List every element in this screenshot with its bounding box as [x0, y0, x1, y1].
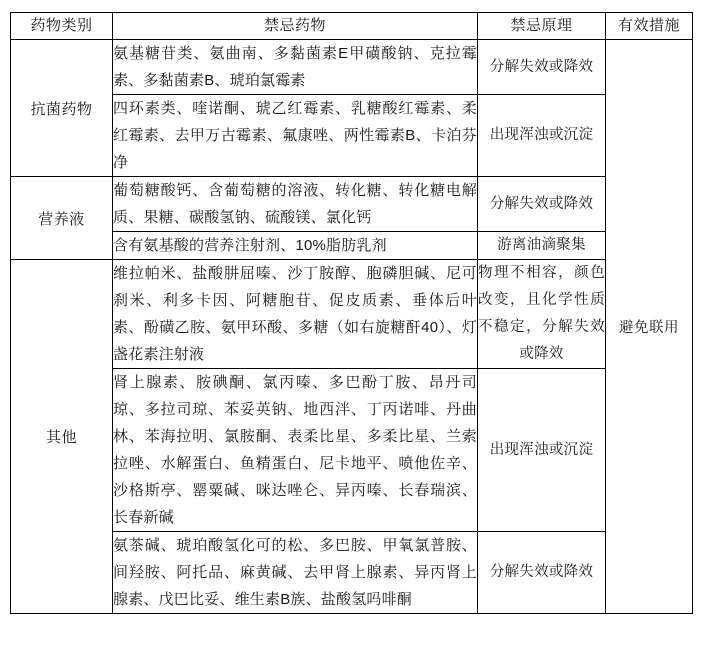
table-row: [11, 232, 693, 260]
table-header-row: [11, 13, 693, 40]
table-row: [11, 532, 693, 614]
category-cell-nutrient-solution: 营养液: [11, 177, 113, 260]
table-row: [11, 40, 693, 95]
reason-cell: 出现浑浊或沉淀: [478, 95, 606, 177]
column-header-drugs: 禁忌药物: [113, 13, 478, 40]
table-row: [11, 95, 693, 177]
column-header-reason: 禁忌原理: [478, 13, 606, 40]
reason-cell: 物理不相容，颜色改变，且化学性质不稳定，分解失效或降效: [478, 260, 606, 369]
table-row: [11, 177, 693, 232]
drugs-cell: 四环素类、喹诺酮、琥乙红霉素、乳糖酸红霉素、柔红霉素、去甲万古霉素、氟康唑、两性霉素B、卡泊芬净: [113, 95, 478, 177]
drugs-cell: 葡萄糖酸钙、含葡萄糖的溶液、转化糖、转化糖电解质、果糖、碳酸氢钠、硫酸镁、氯化钙: [113, 177, 478, 232]
drugs-cell: 含有氨基酸的营养注射剂、10%脂肪乳剂: [113, 232, 478, 260]
reason-cell: 出现浑浊或沉淀: [478, 369, 606, 532]
table-row: [11, 260, 693, 369]
table-row: [11, 369, 693, 532]
reason-cell: 游离油滴聚集: [478, 232, 606, 260]
reason-cell: 分解失效或降效: [478, 532, 606, 614]
drugs-cell: 氨茶碱、琥珀酸氢化可的松、多巴胺、甲氧氯普胺、间羟胺、阿托品、麻黄碱、去甲肾上腺素、异丙肾上腺素、戊巴比妥、维生素B族、盐酸氢吗啡酮: [113, 532, 478, 614]
reason-cell: 分解失效或降效: [478, 177, 606, 232]
drugs-cell: 肾上腺素、胺碘酮、氯丙嗪、多巴酚丁胺、昂丹司琼、多拉司琼、苯妥英钠、地西泮、丁丙诺啡、丹曲林、苯海拉明、氯胺酮、表柔比星、多柔比星、兰索拉唑、水解蛋白、鱼精蛋白、尼卡地平、喷他佐辛、沙格斯亭、罂粟碱、咪达唑仑、异丙嗪、长春瑞滨、长春新碱: [113, 369, 478, 532]
table-body: [11, 40, 693, 614]
category-cell-other: 其他: [11, 260, 113, 614]
column-header-category: 药物类别: [11, 13, 113, 40]
category-cell-antibacterial: 抗菌药物: [11, 40, 113, 177]
drugs-cell: 维拉帕米、盐酸肼屈嗪、沙丁胺醇、胞磷胆碱、尼可刹米、利多卡因、阿糖胞苷、促皮质素、垂体后叶素、酚磺乙胺、氨甲环酸、多糖（如右旋糖酐40）、灯盏花素注射液: [113, 260, 478, 369]
table-header: [11, 13, 693, 40]
column-header-measure: 有效措施: [606, 13, 693, 40]
measure-cell-merged: 避免联用: [606, 40, 693, 614]
drug-contraindication-table: [10, 12, 693, 614]
drugs-cell: 氨基糖苷类、氨曲南、多黏菌素E甲磺酸钠、克拉霉素、多黏菌素B、琥珀氯霉素: [113, 40, 478, 95]
reason-cell: 分解失效或降效: [478, 40, 606, 95]
